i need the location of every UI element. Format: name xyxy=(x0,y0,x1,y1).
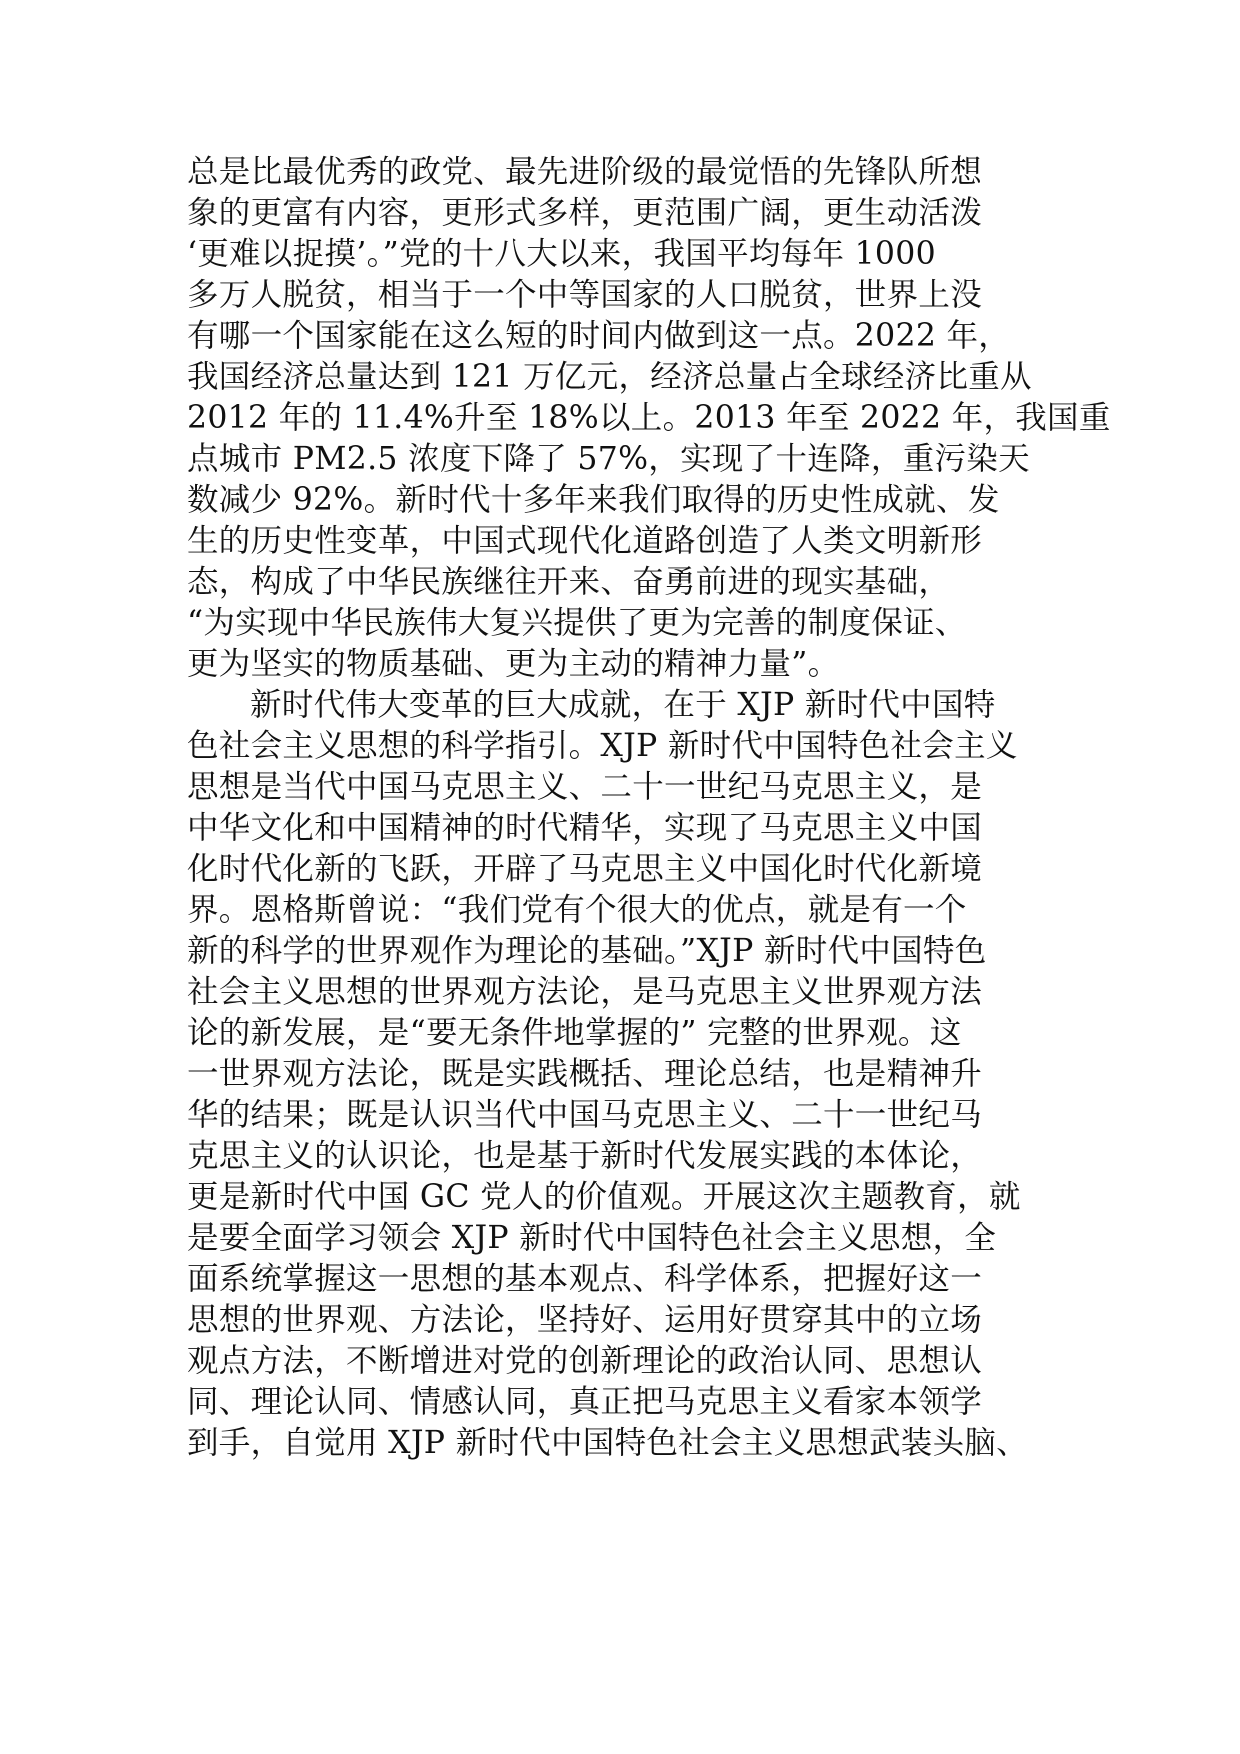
text-line: 更为坚实的物质基础、更为主动的精神力量”。 xyxy=(187,646,840,682)
text-line: 华的结果；既是认识当代中国马克思主义、二十一世纪马 xyxy=(187,1097,983,1133)
text-line: 新的科学的世界观作为理论的基础。”XJP 新时代中国特色 xyxy=(187,933,987,969)
text-line: 界。恩格斯曾说：“我们党有个很大的优点，就是有一个 xyxy=(187,892,967,928)
text-line: 论的新发展，是“要无条件地掌握的” 完整的世界观。这 xyxy=(187,1015,962,1051)
text-line: 中华文化和中国精神的时代精华，实现了马克思主义中国 xyxy=(187,810,983,846)
paragraph-start-line: 新时代伟大变革的巨大成就，在于 XJP 新时代中国特 xyxy=(250,687,996,723)
text-line: 克思主义的认识论，也是基于新时代发展实践的本体论， xyxy=(187,1138,983,1174)
text-line: 有哪一个国家能在这么短的时间内做到这一点。2022 年， xyxy=(187,318,1011,354)
text-line: 多万人脱贫，相当于一个中等国家的人口脱贫，世界上没 xyxy=(187,277,983,313)
text-line: ‘更难以捉摸’。”党的十八大以来，我国平均每年 1000 xyxy=(187,236,936,272)
text-line: 2012 年的 11.4%升至 18%以上。2013 年至 2022 年，我国重 xyxy=(187,400,1111,436)
text-line: 思想的世界观、方法论，坚持好、运用好贯穿其中的立场 xyxy=(187,1302,983,1338)
text-line: 是要全面学习领会 XJP 新时代中国特色社会主义思想，全 xyxy=(187,1220,997,1256)
text-line: 点城市 PM2.5 浓度下降了 57%，实现了十连降，重污染天 xyxy=(187,441,1030,477)
text-line: 面系统掌握这一思想的基本观点、科学体系，把握好这一 xyxy=(187,1261,983,1297)
text-line: 更是新时代中国 GC 党人的价值观。开展这次主题教育，就 xyxy=(187,1179,1021,1215)
text-line: 一世界观方法论，既是实践概括、理论总结，也是精神升 xyxy=(187,1056,983,1092)
text-line: 到手，自觉用 XJP 新时代中国特色社会主义思想武装头脑、 xyxy=(187,1425,1028,1461)
text-line: 象的更富有内容，更形式多样，更范围广阔，更生动活泼 xyxy=(187,195,983,231)
text-line: 生的历史性变革，中国式现代化道路创造了人类文明新形 xyxy=(187,523,983,559)
text-line: 态，构成了中华民族继往开来、奋勇前进的现实基础， xyxy=(187,564,951,600)
text-line: “为实现中华民族伟大复兴提供了更为完善的制度保证、 xyxy=(187,605,967,641)
text-line: 思想是当代中国马克思主义、二十一世纪马克思主义，是 xyxy=(187,769,983,805)
text-line: 观点方法，不断增进对党的创新理论的政治认同、思想认 xyxy=(187,1343,983,1379)
text-line: 总是比最优秀的政党、最先进阶级的最觉悟的先锋队所想 xyxy=(187,154,983,190)
text-line: 同、理论认同、情感认同，真正把马克思主义看家本领学 xyxy=(187,1384,983,1420)
text-line: 化时代化新的飞跃，开辟了马克思主义中国化时代化新境 xyxy=(187,851,983,887)
text-line: 我国经济总量达到 121 万亿元，经济总量占全球经济比重从 xyxy=(187,359,1032,395)
text-line: 数减少 92%。新时代十多年来我们取得的历史性成就、发 xyxy=(187,482,1000,518)
text-line: 色社会主义思想的科学指引。XJP 新时代中国特色社会主义 xyxy=(187,728,1018,764)
text-line: 社会主义思想的世界观方法论，是马克思主义世界观方法 xyxy=(187,974,983,1010)
body-text xyxy=(187,152,1111,1464)
